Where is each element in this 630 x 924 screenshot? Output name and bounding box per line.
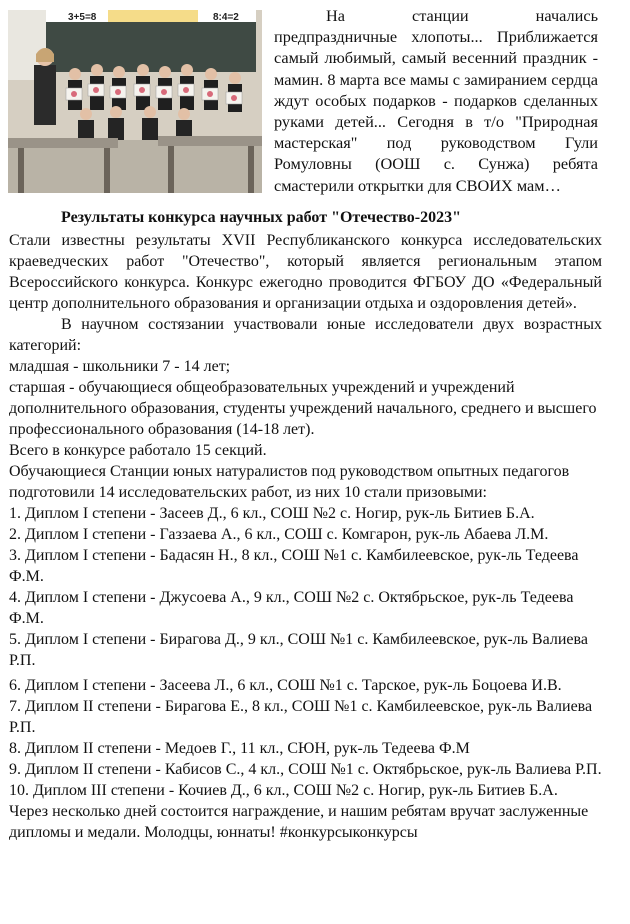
list-item: 7. Диплом II степени - Бирагова Е., 8 кл., СОШ №1 с. Камбилеевское, рук-ль Валиева Р.П.: [9, 698, 593, 736]
article-title: Результаты конкурса научных работ "Отечество-2023": [61, 209, 461, 226]
list-item: 4. Диплом I степени - Джусоева А., 9 кл., СОШ №2 с. Октябрьское, рук-ль Тедеева Ф.М.: [9, 589, 574, 627]
article: [9, 207, 602, 843]
list-item: 2. Диплом I степени - Газзаева А., 6 кл., СОШ с. Комгарон, рук-ль Абаева Л.М.: [9, 526, 549, 543]
list-item: 5. Диплом I степени - Бирагова Д., 9 кл., СОШ №1 с. Камбилеевское, рук-ль Валиева Р.П.: [9, 631, 588, 669]
classroom-photo: [8, 10, 262, 193]
list-item: 9. Диплом II степени - Кабисов С., 4 кл., СОШ №1 с. Октябрьское, рук-ль Валиева Р.П.: [9, 761, 602, 778]
board-text-right: 8:4=2: [213, 12, 239, 23]
intro-paragraph: На станции начались предпраздничные хлопоты... Приближается самый любимый, самый весенний праздник - мамин. 8 марта все мамы с замиранием сердца ждут особых подарков - подарков сделанных руками детей... Сегодня в т/о "Природная мастерская" под руководством Гули Ромуловны (ООШ с. Сунжа) ребята смастерили открытки для СВОИХ мам…: [274, 6, 598, 195]
article-paragraph-5: Всего в конкурсе работало 15 секций.: [9, 442, 267, 459]
list-item: 8. Диплом II степени - Медоев Г., 11 кл., СЮН, рук-ль Тедеева Ф.М: [9, 740, 470, 757]
board-text-left: 3+5=8: [68, 12, 97, 23]
article-paragraph-6: Обучающиеся Станции юных натуралистов под руководством опытных педагогов подготовили 14 исследовательских работ, из них 10 стали призовыми:: [9, 463, 570, 501]
article-paragraph-3: младшая - школьники 7 - 14 лет;: [9, 358, 231, 375]
article-paragraph-1: Стали известны результаты XVII Республиканского конкурса исследовательских краеведческих работ "Отечество", который является региональным этапом Всероссийского конкурса. Конкурс ежегодно проводится ФГБОУ ДО «Федеральный центр дополнительного образования и организации отдыха и оздоровления детей».: [9, 232, 602, 312]
article-closing: Через несколько дней состоится награждение, и нашим ребятам вручат заслуженные дипломы и медали. Молодцы, юннаты! #конкурсыконкурсы: [9, 803, 589, 841]
article-paragraph-4: старшая - обучающиеся общеобразовательных учреждений и учреждений дополнительного образования, студенты учреждений начального, среднего и высшего профессионального образования (14-18 лет).: [9, 379, 597, 438]
article-paragraph-2: В научном состязании участвовали юные исследователи двух возрастных категорий:: [9, 316, 602, 354]
list-item: 6. Диплом I степени - Засеева Л., 6 кл., СОШ №1 с. Тарское, рук-ль Боцоева И.В.: [9, 677, 562, 694]
list-item: 1. Диплом I степени - Засеев Д., 6 кл., СОШ №2 с. Ногир, рук-ль Битиев Б.А.: [9, 505, 535, 522]
list-item: 10. Диплом III степени - Кочиев Д., 6 кл., СОШ №2 с. Ногир, рук-ль Битиев Б.А.: [9, 782, 558, 799]
intro-text: [274, 5, 598, 196]
list-item: 3. Диплом I степени - Бадасян Н., 8 кл., СОШ №1 с. Камбилеевское, рук-ль Тедеева Ф.М.: [9, 547, 579, 585]
